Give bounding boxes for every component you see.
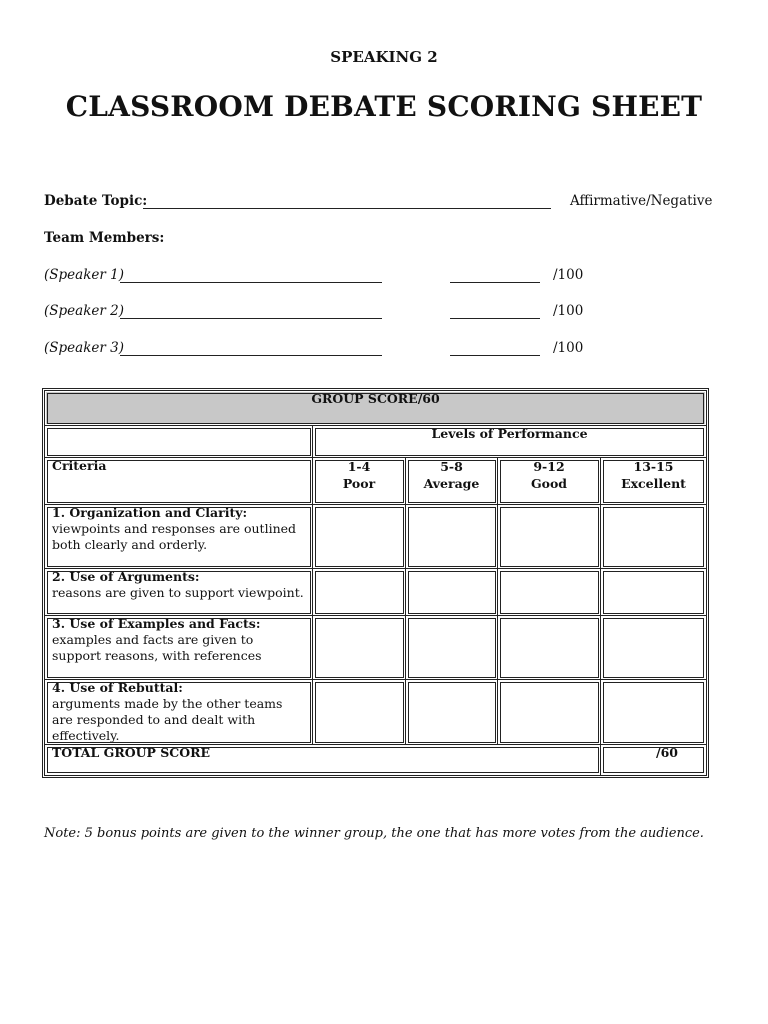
score-cell[interactable] [601, 616, 706, 680]
score-cell[interactable] [498, 616, 601, 680]
levels-header: Levels of Performance [313, 426, 706, 458]
speaker-1-label: (Speaker 1) [44, 267, 124, 283]
score-cell[interactable] [313, 505, 406, 569]
speaker-2-label: (Speaker 2) [44, 303, 124, 319]
team-members-label: Team Members: [44, 230, 165, 246]
level-range: 13-15 [633, 459, 674, 474]
level-good [498, 458, 601, 505]
criterion-description: examples and facts are given to support reasons, with references [52, 632, 262, 663]
page-subtitle: SPEAKING 2 [330, 48, 438, 66]
level-name: Good [530, 476, 568, 491]
criterion-title: 4. Use of Rebuttal: [52, 680, 183, 695]
speaker-2-score-field[interactable] [450, 318, 540, 319]
bonus-note: Note: 5 bonus points are given to the winner group, the one that has more votes from the audience. [44, 826, 704, 841]
level-range: 5-8 [440, 459, 463, 474]
score-cell[interactable] [498, 505, 601, 569]
score-cell[interactable] [498, 569, 601, 616]
group-score-header: GROUP SCORE/60 [45, 391, 706, 426]
page-title: CLASSROOM DEBATE SCORING SHEET [65, 90, 703, 123]
criterion-description: reasons are given to support viewpoint. [52, 585, 304, 600]
total-row [45, 745, 706, 775]
score-cell[interactable] [406, 616, 498, 680]
criterion-description: viewpoints and responses are outlined both clearly and orderly. [52, 521, 297, 552]
group-score-table [44, 390, 707, 776]
score-cell[interactable] [313, 569, 406, 616]
score-cell[interactable] [406, 680, 498, 745]
speaker-3-name-field[interactable] [120, 355, 382, 356]
criterion-description: arguments made by the other teams are responded to and dealt with effectively. [52, 696, 283, 743]
side-label: Affirmative/Negative [570, 193, 713, 209]
table-row [45, 569, 706, 616]
table-row [45, 505, 706, 569]
empty-header-cell [45, 426, 313, 458]
table-row [45, 680, 706, 745]
score-cell[interactable] [313, 616, 406, 680]
level-average [406, 458, 498, 505]
criterion-cell [45, 505, 313, 569]
speaker-3-label: (Speaker 3) [44, 340, 124, 356]
score-cell[interactable] [406, 505, 498, 569]
speaker-3-max: /100 [553, 340, 584, 356]
criterion-cell [45, 569, 313, 616]
speaker-1-score-field[interactable] [450, 282, 540, 283]
level-range: 9-12 [533, 459, 565, 474]
speaker-1-name-field[interactable] [120, 282, 382, 283]
level-name: Average [423, 476, 480, 491]
score-cell[interactable] [601, 569, 706, 616]
criteria-header: Criteria [45, 458, 313, 505]
score-cell[interactable] [601, 680, 706, 745]
level-range: 1-4 [347, 459, 371, 474]
table-row [45, 616, 706, 680]
score-cell[interactable] [601, 505, 706, 569]
criterion-cell [45, 680, 313, 745]
level-poor [313, 458, 406, 505]
speaker-3-score-field[interactable] [450, 355, 540, 356]
total-label: TOTAL GROUP SCORE [45, 745, 601, 775]
score-cell[interactable] [406, 569, 498, 616]
level-name: Poor [342, 476, 376, 491]
criterion-cell [45, 616, 313, 680]
criterion-title: 3. Use of Examples and Facts: [52, 616, 261, 631]
total-score-cell[interactable]: /60 [601, 745, 706, 775]
debate-topic-field[interactable] [143, 208, 551, 209]
speaker-1-max: /100 [553, 267, 584, 283]
level-excellent [601, 458, 706, 505]
speaker-2-name-field[interactable] [120, 318, 382, 319]
score-cell[interactable] [498, 680, 601, 745]
debate-topic-label: Debate Topic: [44, 193, 148, 209]
level-name: Excellent [621, 476, 686, 491]
speaker-2-max: /100 [553, 303, 584, 319]
criterion-title: 1. Organization and Clarity: [52, 505, 248, 520]
score-cell[interactable] [313, 680, 406, 745]
criterion-title: 2. Use of Arguments: [52, 569, 200, 584]
